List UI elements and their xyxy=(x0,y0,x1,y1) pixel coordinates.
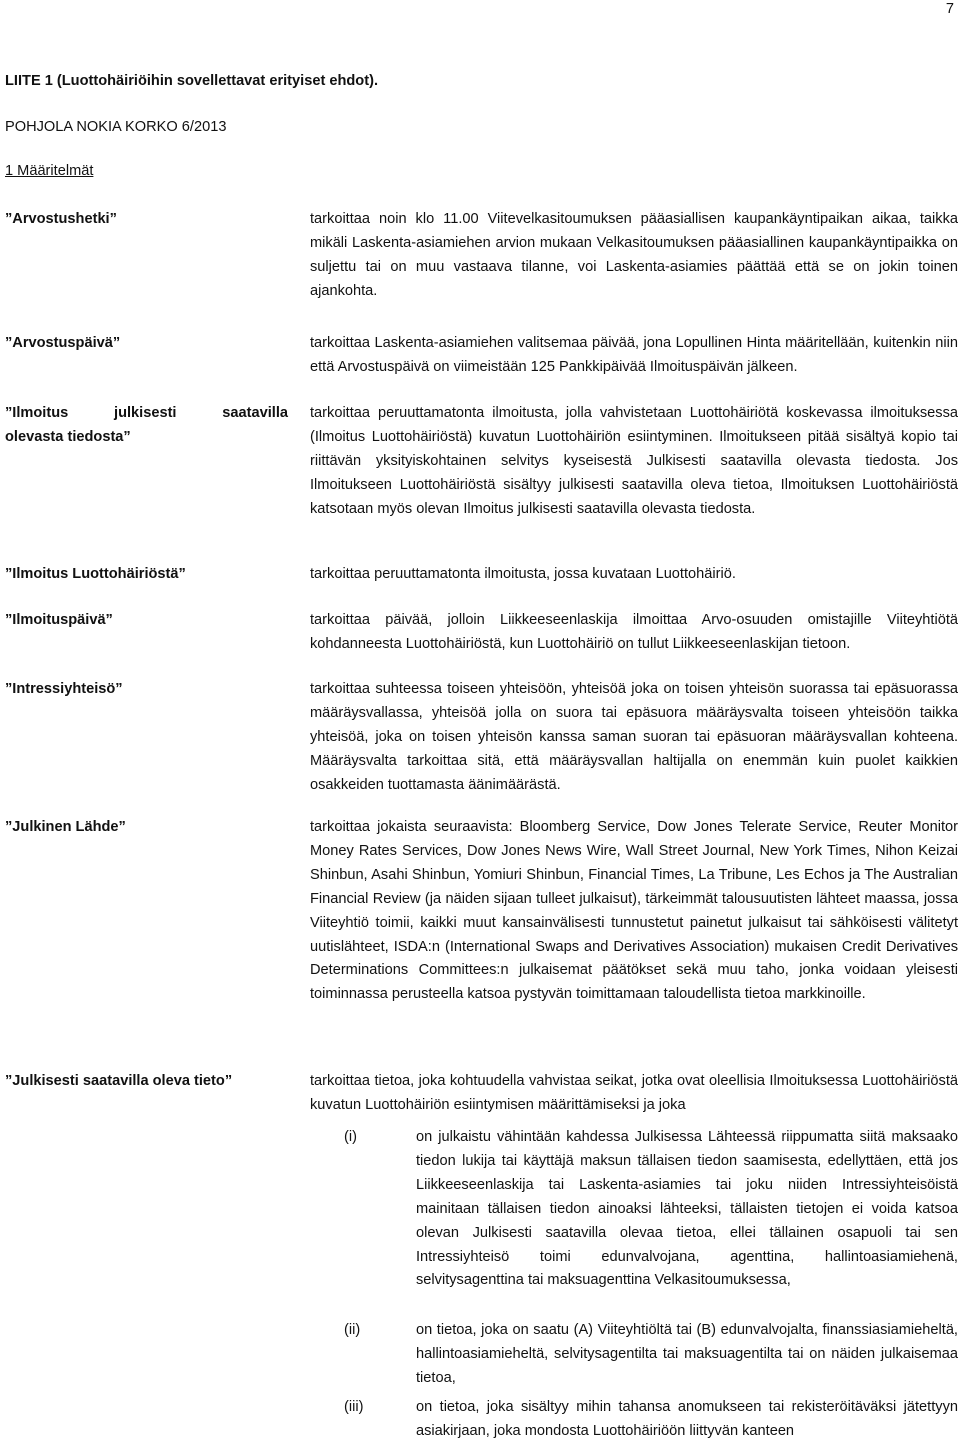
page-number: 7 xyxy=(945,1,954,17)
definition-arvostuspaiva: tarkoittaa Laskenta-asiamiehen valitsemaa päivää, jona Lopullinen Hinta määritellään, kuitenkin niin että Arvostuspäivä on viimeistään 125 Pankkipäivää Ilmoituspäivän jälkeen. xyxy=(310,335,958,375)
subitem-label-ii: (ii) xyxy=(344,1322,361,1338)
term-line-2: olevasta tiedosta” xyxy=(5,428,131,445)
term-intressiyhteiso: ”Intressiyhteisö” xyxy=(5,681,123,697)
subitem-label-iii: (iii) xyxy=(344,1399,364,1415)
definition-julkisesti-saatavilla-oleva-tieto: tarkoittaa tietoa, joka kohtuudella vahvistaa seikat, jotka ovat oleellisia Ilmoituksessa Luottohäiriöstä kuvatun Luottohäiriön esiintymisen määrittämiseksi ja joka xyxy=(310,1073,958,1113)
subitem-text-i: on julkaistu vähintään kahdessa Julkisessa Lähteessä riippumatta siitä maksaako tiedon lukija tai käyttäjä maksun tällaisen tiedon saamisesta, edellyttäen, että jos Liikkeeseenlaskija tai Laskenta-asiamies tai joku niiden Intressiyhteisöistä mainitaan tällaisen tiedon ainoaksi lähteeksi, tällaisten tietojen ei voida katsoa olevan Julkisesti saatavilla olevaa tietoa, ellei tällainen osapuoli tai sen Intressiyhteisö toimi edunvalvojana, agenttina, hallintoasiamiehenä, selvitysagenttina tai maksuagenttina Velkasitoumuksessa, xyxy=(416,1129,958,1289)
definition-ilmoitus-julkisesti-saatavilla: tarkoittaa peruuttamatonta ilmoitusta, jolla vahvistetaan Luottohäiriötä koskevassa ilmoituksessa (Ilmoitus Luottohäiriöstä) kuvatun Luottohäiriön esiintyminen. Ilmoitukseen pitää sisältyä kopio tai riittävän yksityiskohtainen selvitys kyseisestä Julkisesti saatavilla olevasta tiedosta. Jos Ilmoitukseen Luottohäiriöstä sisältyy julkisesti saatavilla oleva tietoa, Ilmoituksen Luottohäiriöstä katsotaan myös olevan Ilmoitus julkisesti saatavilla olevasta tiedosta. xyxy=(310,405,958,517)
term-arvostuspaiva: ”Arvostuspäivä” xyxy=(5,335,121,351)
subitem-text-ii: on tietoa, joka on saatu (A) Viiteyhtiöltä tai (B) edunvalvojalta, finanssiasiamieheltä, hallintoasiamieheltä, selvitysagentilta tai maksuagentilta tai on näiden julkaisemaa tietoa, xyxy=(416,1322,958,1386)
definition-ilmoituspaiva: tarkoittaa päivää, jolloin Liikkeeseenlaskija ilmoittaa Arvo-osuuden omistajille Viiteyhtiötä kohdanneesta Luottohäiriöstä, kun Luottohäiriö on tullut Liikkeeseenlaskijan tietoon. xyxy=(310,612,958,652)
term-line-1: ”Ilmoitus julkisesti saatavilla xyxy=(5,405,288,421)
definition-arvostushetki: tarkoittaa noin klo 11.00 Viitevelkasitoumuksen pääasiallisen kaupankäyntipaikan aikaa, taikka mikäli Laskenta-asiamiehen arvion mukaan Velkasitoumuksen pääasiallinen kaupankäyntipaikka on suljettu tai on muu vastaava tilanne, voi Laskenta-asiamies päättää että se on jokin toinen ajankohta. xyxy=(310,211,958,299)
definition-julkinen-lahde: tarkoittaa jokaista seuraavista: Bloomberg Service, Dow Jones Telerate Service, Reuter Monitor Money Rates Services, Dow Jones News Wire, Wall Street Journal, New York Times, Nihon Keizai Shinbun, Asahi Shinbun, Yomiuri Shinbun, Financial Times, La Tribune, Les Echos ja The Australian Financial Review (ja näiden sijaan tulleet julkaisut), tärkeimmät talousuutisten lähteet maassa, jossa Viiteyhtiö toimii, kaikki muut kansainvälisesti tunnustetut painetut julkaisut tai sähköisesti välitetyt uutislähteet, ISDA:n (International Swaps and Derivatives Association) mukaisen Credit Derivatives Determinations Committees:n julkaisemat päätökset sekä muu taho, jonka voidaan yleisesti toiminnassa perusteella katsoa pystyvän toimittamaan taloudellista tietoa markkinoille. xyxy=(310,819,958,1003)
subitem-text-iii: on tietoa, joka sisältyy mihin tahansa anomukseen tai rekisteröitäväksi jätettyyn asiakirjaan, joka mondosta Luottohäiriöön liittyvän kanteen xyxy=(416,1399,958,1439)
definition-intressiyhteiso: tarkoittaa suhteessa toiseen yhteisöön, yhteisöä joka on toisen yhteisön suorassa tai epäsuorassa määräysvallassa, yhteisöä jolla on suora tai epäsuora määräysvalta toiseen yhteisöön taikka yhteisöä, joka on toisen yhteisön kanssa saman suoran tai epäsuoran määräysvallan kohteena. Määräysvalta tarkoittaa sitä, että määräysvallan haltijalla on enemmän kuin puolet kaikkien osakkeiden tuottamasta äänimäärästä. xyxy=(310,681,958,793)
subitem-label-i: (i) xyxy=(344,1129,357,1145)
term-ilmoitus-luottohairiosta: ”Ilmoitus Luottohäiriöstä” xyxy=(5,566,186,582)
section-heading: 1 Määritelmät xyxy=(5,163,94,179)
term-ilmoitus-julkisesti-saatavilla xyxy=(5,402,288,450)
term-julkisesti-saatavilla-oleva-tieto: ”Julkisesti saatavilla oleva tieto” xyxy=(5,1073,233,1089)
term-julkinen-lahde: ”Julkinen Lähde” xyxy=(5,819,126,835)
product-heading: POHJOLA NOKIA KORKO 6/2013 xyxy=(5,119,227,135)
term-arvostushetki: ”Arvostushetki” xyxy=(5,211,117,227)
term-ilmoituspaiva: ”Ilmoituspäivä” xyxy=(5,612,113,628)
appendix-heading: LIITE 1 (Luottohäiriöihin sovellettavat erityiset ehdot). xyxy=(5,73,378,89)
definition-ilmoitus-luottohairiosta: tarkoittaa peruuttamatonta ilmoitusta, jossa kuvataan Luottohäiriö. xyxy=(310,566,736,582)
